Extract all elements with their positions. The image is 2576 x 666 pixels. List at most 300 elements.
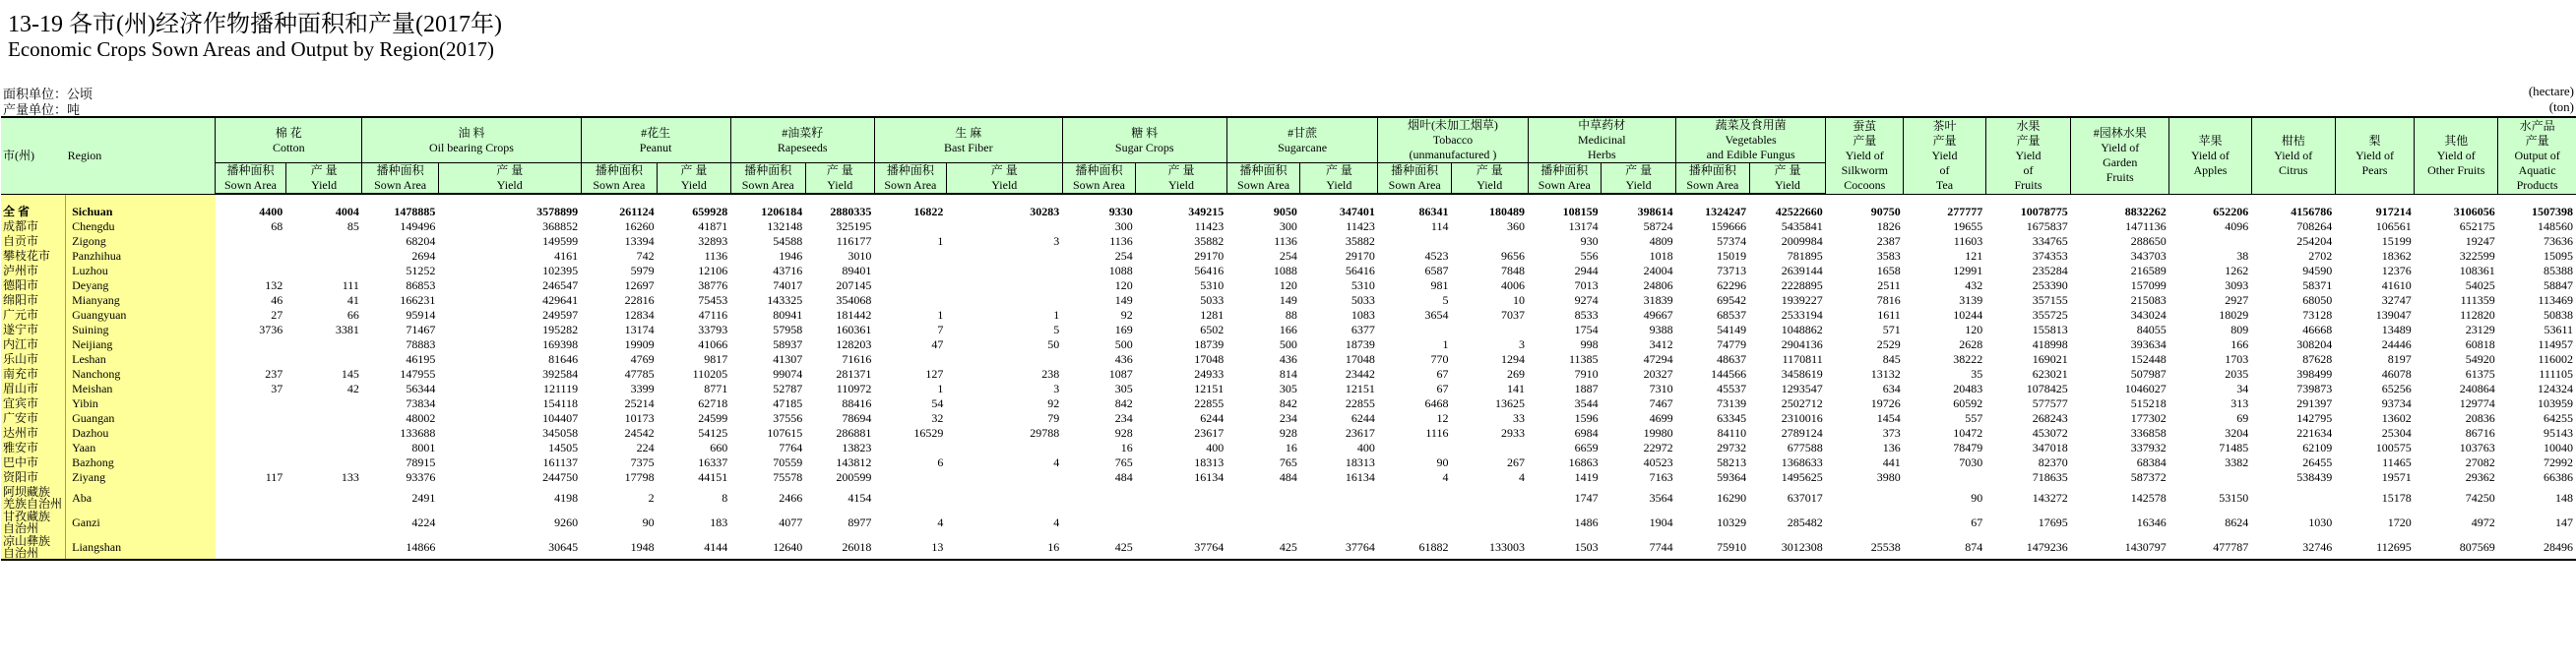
table-cell	[1062, 510, 1136, 534]
table-cell: 18029	[2219, 308, 2249, 322]
table-cell: 4154	[848, 490, 872, 505]
table-cell: 132148	[767, 219, 803, 233]
total-row	[1, 205, 2576, 219]
table-cell: 345058	[542, 426, 579, 440]
table-cell: 1088	[1108, 264, 1133, 277]
header-group-sugarcane-text: Sugarcane	[1278, 140, 1328, 154]
table-cell: 1478885	[394, 205, 436, 218]
table-cell: 1262	[2225, 264, 2249, 277]
table-cell: 770	[1430, 352, 1449, 366]
row-city-cn: 阿坝藏族 羌族自治州	[1, 485, 66, 510]
table-cell	[285, 426, 362, 441]
table-cell: 43716	[773, 264, 803, 277]
table-cell: 842	[1114, 396, 1133, 410]
table-cell: 11423	[1346, 219, 1375, 233]
row-region-en: Bazhong	[66, 455, 216, 470]
table-cell	[216, 396, 286, 411]
header-sown-area-text: Sown Area	[741, 178, 794, 192]
table-cell: 4400	[259, 205, 283, 218]
table-cell	[285, 337, 362, 352]
table-cell: 10	[1513, 293, 1525, 307]
row-region-en: Ziyang	[66, 470, 216, 485]
spacer-cell	[438, 194, 581, 205]
table-cell: 114957	[2538, 337, 2573, 351]
table-cell: 4077	[779, 515, 803, 529]
table-cell: 25304	[2381, 426, 2412, 440]
row-region-en: Yaan	[66, 441, 216, 455]
row-region-en: Guangan	[66, 411, 216, 426]
table-cell: 981	[1430, 278, 1449, 292]
table-cell: 300	[1114, 219, 1133, 233]
table-cell: 637017	[1787, 490, 1823, 505]
header-sown-area-text: 播种面积	[1688, 163, 1736, 177]
table-cell: 398614	[1637, 205, 1673, 218]
table-cell: 277777	[1947, 205, 1983, 218]
table-cell: 46195	[406, 352, 436, 366]
header-sown-area	[216, 163, 286, 195]
table-cell: 17695	[2038, 515, 2068, 529]
table-cell: 37556	[773, 411, 803, 425]
table-cell: 9050	[1273, 205, 1297, 218]
table-cell: 78479	[1953, 441, 1983, 454]
table-cell: 166	[2230, 337, 2249, 351]
header-pears-text: Pears	[2361, 162, 2388, 177]
header-group-bast-fiber-text: 生 麻	[955, 125, 982, 140]
header-sown-area	[1528, 163, 1602, 195]
table-cell	[216, 411, 286, 426]
table-cell: 69542	[1717, 293, 1747, 307]
header-sown-area-text: 播种面积	[1075, 163, 1123, 177]
table-cell: 41066	[698, 337, 728, 351]
table-cell: 4972	[2471, 515, 2495, 529]
table-cell: 5435841	[1781, 219, 1823, 233]
header-group-peanut	[581, 117, 730, 163]
header-yield-text: 产 量	[310, 163, 338, 177]
table-cell: 623021	[2032, 367, 2068, 381]
table-cell: 3012308	[1749, 534, 1826, 560]
table-cell: 42	[346, 382, 359, 395]
header-aquatic-text: Aquatic	[2518, 162, 2556, 177]
header-cocoons-text: Cocoons	[1844, 177, 1886, 192]
table-cell: 5033	[1200, 293, 1225, 307]
table-cell: 1904	[1649, 515, 1673, 529]
table-cell: 1419	[1574, 470, 1599, 484]
table-cell: 571	[1882, 323, 1901, 336]
table-cell	[285, 534, 362, 560]
table-cell: 1611	[1877, 308, 1901, 322]
spacer-row	[1, 194, 2576, 205]
table-cell: 18739	[1345, 337, 1375, 351]
table-cell: 2639144	[1781, 264, 1823, 277]
header-yield	[658, 163, 731, 195]
table-cell: 5033	[1351, 293, 1375, 307]
table-cell	[2251, 485, 2335, 510]
table-cell: 928	[1114, 426, 1133, 440]
table-cell: 254	[1114, 249, 1133, 263]
table-cell: 15019	[1717, 249, 1747, 263]
table-cell: 19655	[1953, 219, 1983, 233]
table-cell: 9274	[1574, 293, 1599, 307]
table-cell: 49667	[1643, 308, 1673, 322]
table-cell	[1451, 510, 1528, 534]
header-group-tobacco-text: 烟叶(未加工烟草)	[1407, 118, 1498, 132]
table-cell: 67	[1436, 367, 1449, 381]
table-cell: 45537	[1717, 382, 1747, 395]
header-fruits-text: 产量	[2016, 133, 2041, 148]
table-cell: 22855	[1345, 396, 1375, 410]
table-cell	[285, 485, 362, 510]
header-group-peanut-text: Peanut	[639, 140, 672, 154]
table-cell: 477787	[2169, 534, 2252, 560]
spacer-cell	[805, 194, 874, 205]
header-group-oil-crops-text: Oil bearing Crops	[428, 140, 514, 154]
table-cell: 556	[1580, 249, 1599, 263]
table-cell: 14505	[548, 441, 579, 454]
table-cell: 73834	[406, 396, 436, 410]
table-cell: 6377	[1351, 323, 1375, 336]
table-cell: 1430797	[2071, 534, 2169, 560]
table-cell	[1378, 441, 1452, 455]
table-cell: 41610	[2381, 278, 2412, 292]
table-cell: 254204	[2296, 234, 2333, 248]
table-cell: 500	[1279, 337, 1297, 351]
spacer-cell	[1062, 194, 1136, 205]
table-cell: 88416	[842, 396, 872, 410]
table-cell: 765	[1114, 455, 1133, 469]
header-group-vegetables-text: Vegetables	[1725, 133, 1777, 147]
table-cell: 718635	[2032, 470, 2068, 484]
spacer-cell	[1451, 194, 1528, 205]
table-cell: 143812	[836, 455, 872, 469]
row-city-cn: 攀枝花市	[1, 249, 66, 264]
table-cell: 1170811	[1782, 352, 1823, 366]
table-cell: 249597	[542, 308, 579, 322]
table-cell: 15178	[2381, 490, 2412, 505]
table-cell: 1	[1053, 308, 1060, 322]
table-cell: 2694	[411, 249, 436, 263]
header-sown-area-text: 播种面积	[1391, 163, 1439, 177]
header-region-text: Region	[67, 148, 102, 162]
header-group-sugar-crops-text: 糖 料	[1131, 125, 1159, 140]
table-cell: 507987	[2130, 367, 2167, 381]
table-cell: 1018	[1649, 249, 1673, 263]
header-cocoons-text: 蚕茧	[1853, 118, 1877, 133]
table-cell: 281371	[836, 367, 872, 381]
header-pears-text: Yield of	[2355, 148, 2394, 162]
table-cell: 3010	[848, 249, 872, 263]
table-cell: 73713	[1717, 264, 1747, 277]
table-cell: 5310	[1351, 278, 1375, 292]
table-cell: 42522660	[1775, 205, 1823, 218]
table-cell: 116002	[2538, 352, 2573, 366]
table-cell	[216, 455, 286, 470]
table-cell: 17798	[624, 470, 655, 484]
table-cell: 13394	[624, 234, 655, 248]
table-cell: 13174	[1568, 219, 1599, 233]
table-cell: 557	[1965, 411, 1983, 425]
table-cell: 62109	[2302, 441, 2333, 454]
table-cell	[216, 510, 286, 534]
spacer-cell	[1985, 194, 2071, 205]
table-cell: 1078425	[2026, 382, 2068, 395]
table-cell: 305	[1279, 382, 1297, 395]
table-row	[1, 441, 2576, 455]
header-garden-fruits-text: #园林水果	[2093, 126, 2147, 141]
header-citrus-text: 柑桔	[2281, 133, 2305, 148]
table-cell: 336858	[2130, 426, 2167, 440]
table-cell: 4224	[411, 515, 436, 529]
header-sown-area	[1062, 163, 1136, 195]
table-cell	[1300, 510, 1378, 534]
table-cell: 10244	[1953, 308, 1983, 322]
row-region-en: Suining	[66, 323, 216, 337]
row-city-cn: 遂宁市	[1, 323, 66, 337]
table-cell: 12106	[698, 264, 728, 277]
table-cell: 22816	[624, 293, 655, 307]
row-city-cn: 宜宾市	[1, 396, 66, 411]
table-cell: 29788	[1030, 426, 1060, 440]
table-cell	[285, 396, 362, 411]
table-cell: 237	[265, 367, 283, 381]
table-cell: 159666	[1711, 219, 1747, 233]
table-cell: 313	[2230, 396, 2249, 410]
row-city-cn: 乐山市	[1, 352, 66, 367]
table-cell: 110205	[692, 367, 728, 381]
table-cell	[216, 352, 286, 367]
table-cell: 58371	[2302, 278, 2333, 292]
table-cell	[1226, 510, 1300, 534]
table-cell: 3736	[259, 323, 283, 336]
table-cell: 12834	[624, 308, 655, 322]
table-cell: 47	[931, 337, 944, 351]
table-cell: 7013	[1574, 278, 1599, 292]
table-cell: 2491	[411, 490, 436, 505]
table-cell	[285, 264, 362, 278]
table-cell: 234	[1279, 411, 1297, 425]
table-cell: 41871	[698, 219, 728, 233]
table-cell: 24542	[624, 426, 655, 440]
table-cell: 1486	[1574, 515, 1599, 529]
table-cell: 61375	[2465, 367, 2495, 381]
row-city-cn: 德阳市	[1, 278, 66, 293]
table-row	[1, 234, 2576, 249]
table-cell: 47785	[624, 367, 655, 381]
table-cell: 15095	[2544, 249, 2573, 263]
table-cell: 147	[2555, 515, 2573, 529]
table-cell: 1946	[779, 249, 803, 263]
table-cell	[285, 234, 362, 249]
table-cell: 244750	[542, 470, 579, 484]
header-tea-text: Tea	[1935, 177, 1954, 192]
table-cell: 60592	[1953, 396, 1983, 410]
header-apples-text: Apples	[2193, 162, 2228, 177]
table-cell: 1948	[581, 534, 658, 560]
table-cell: 93376	[406, 470, 436, 484]
table-cell	[874, 278, 946, 293]
table-cell: 373	[1882, 426, 1901, 440]
row-region-en: Leshan	[66, 352, 216, 367]
table-cell: 11423	[1194, 219, 1225, 233]
header-aquatic-text: Output of	[2514, 148, 2560, 162]
table-cell: 355725	[2032, 308, 2068, 322]
header-sown-area	[874, 163, 946, 195]
row-region-en: Liangshan	[66, 534, 216, 560]
table-cell: 40523	[1643, 455, 1673, 469]
table-cell: 74250	[2465, 490, 2495, 505]
table-cell: 1887	[1574, 382, 1599, 395]
table-cell: 16346	[2136, 515, 2167, 529]
table-cell: 7030	[1959, 455, 1983, 469]
table-cell: 16863	[1568, 455, 1599, 469]
header-yield-text: 产 量	[496, 163, 524, 177]
table-cell	[216, 534, 286, 560]
table-cell: 68384	[2136, 455, 2167, 469]
spacer-cell	[2415, 194, 2498, 205]
table-cell: 46	[271, 293, 283, 307]
table-cell: 677588	[1787, 441, 1823, 454]
table-cell: 16822	[913, 205, 944, 218]
table-cell	[216, 234, 286, 249]
unit-output-en: (ton)	[2548, 99, 2574, 114]
header-yield-text: Yield	[1476, 178, 1503, 192]
table-cell: 917214	[2375, 205, 2412, 218]
header-yield-text: 产 量	[1325, 163, 1352, 177]
table-cell: 1720	[2387, 515, 2412, 529]
header-group-sugar-crops-text: Sugar Crops	[1114, 140, 1174, 154]
row-city-cn: 巴中市	[1, 455, 66, 470]
table-cell: 739873	[2296, 382, 2333, 395]
table-cell	[946, 441, 1062, 455]
table-cell: 10078775	[2020, 205, 2068, 218]
table-cell: 2310016	[1781, 411, 1823, 425]
table-cell: 9656	[1501, 249, 1525, 263]
table-cell: 13132	[1870, 367, 1901, 381]
table-cell: 6984	[1574, 426, 1599, 440]
header-group-rapeseeds-text: Rapeseeds	[777, 140, 828, 154]
header-citrus	[2251, 117, 2335, 194]
table-cell: 37	[271, 382, 283, 395]
table-cell: 347018	[2032, 441, 2068, 454]
table-cell: 70559	[773, 455, 803, 469]
table-cell: 19980	[1643, 426, 1673, 440]
header-group-peanut-text: #花生	[641, 125, 671, 140]
table-cell: 1454	[1876, 411, 1901, 425]
table-cell: 425	[1062, 534, 1136, 560]
table-cell: 64255	[2544, 411, 2573, 425]
header-yield	[805, 163, 874, 195]
table-cell: 874	[1904, 534, 1986, 560]
table-cell: 2880335	[830, 205, 872, 218]
table-cell: 1116	[1425, 426, 1449, 440]
table-cell: 32	[931, 411, 944, 425]
table-cell: 87628	[2302, 352, 2333, 366]
row-city-cn: 内江市	[1, 337, 66, 352]
table-cell: 54920	[2465, 352, 2495, 366]
table-cell: 660	[710, 441, 728, 454]
row-region-en: Nanchong	[66, 367, 216, 382]
table-cell: 2702	[2308, 249, 2333, 263]
table-cell: 24446	[2381, 337, 2412, 351]
table-cell: 1754	[1574, 323, 1599, 336]
table-cell: 12151	[1194, 382, 1225, 395]
table-cell: 169	[1114, 323, 1133, 336]
table-cell: 48637	[1717, 352, 1747, 366]
table-cell: 16337	[698, 455, 728, 469]
table-cell: 659928	[692, 205, 728, 218]
table-cell: 418998	[2032, 337, 2068, 351]
row-city-cn: 自贡市	[1, 234, 66, 249]
table-cell: 216589	[2130, 264, 2167, 277]
table-cell: 5	[1053, 323, 1060, 336]
row-region-en: Mianyang	[66, 293, 216, 308]
table-cell: 393634	[2130, 337, 2167, 351]
table-cell: 116177	[836, 234, 872, 248]
table-cell: 32746	[2251, 534, 2335, 560]
table-cell: 286881	[836, 426, 872, 440]
table-cell: 9260	[554, 515, 579, 529]
table-cell: 6244	[1351, 411, 1375, 425]
header-sown-area-text: Sown Area	[884, 178, 937, 192]
table-cell: 60818	[2465, 337, 2495, 351]
header-yield-text: 产 量	[1476, 163, 1503, 177]
table-cell: 23617	[1345, 426, 1375, 440]
table-cell: 120	[1965, 323, 1983, 336]
table-cell: 347401	[1339, 205, 1375, 218]
table-cell: 6587	[1424, 264, 1449, 277]
table-cell: 86341	[1418, 205, 1449, 218]
table-cell: 30283	[1030, 205, 1060, 218]
header-sown-area	[1676, 163, 1750, 195]
table-cell: 3	[1053, 382, 1060, 395]
row-city-cn: 雅安市	[1, 441, 66, 455]
header-cocoons-text: Silkworm	[1841, 162, 1888, 177]
header-apples-text: 苹果	[2198, 133, 2223, 148]
table-cell: 1324247	[1705, 205, 1747, 218]
table-cell: 425	[1226, 534, 1300, 560]
table-cell: 7744	[1602, 534, 1676, 560]
table-cell: 8977	[848, 515, 872, 529]
table-cell: 75578	[773, 470, 803, 484]
table-cell: 845	[1882, 352, 1901, 366]
row-region-en: Deyang	[66, 278, 216, 293]
table-cell: 7910	[1574, 367, 1599, 381]
table-cell: 75453	[698, 293, 728, 307]
table-cell: 2511	[1877, 278, 1901, 292]
table-cell: 998	[1580, 337, 1599, 351]
table-cell: 24806	[1643, 278, 1673, 292]
table-cell: 1495625	[1781, 470, 1823, 484]
table-cell: 354068	[836, 293, 872, 307]
table-cell: 1675837	[2026, 219, 2068, 233]
row-region-en: Zigong	[66, 234, 216, 249]
table-cell: 169398	[542, 337, 579, 351]
table-cell: 68	[271, 219, 283, 233]
table-cell: 136	[1882, 441, 1901, 454]
table-cell: 577577	[2032, 396, 2068, 410]
table-cell: 47116	[698, 308, 728, 322]
table-cell: 3980	[1876, 470, 1901, 484]
table-cell: 111	[342, 278, 359, 292]
row-city-cn: 成都市	[1, 219, 66, 234]
table-cell: 154118	[542, 396, 579, 410]
table-cell: 95914	[406, 308, 436, 322]
table-cell	[1451, 323, 1528, 337]
table-cell: 73139	[1717, 396, 1747, 410]
table-cell: 1	[937, 234, 944, 248]
unit-area-cn: 面积单位：公顷	[3, 87, 94, 101]
table-cell: 78883	[406, 337, 436, 351]
table-cell: 1471136	[2125, 219, 2167, 233]
